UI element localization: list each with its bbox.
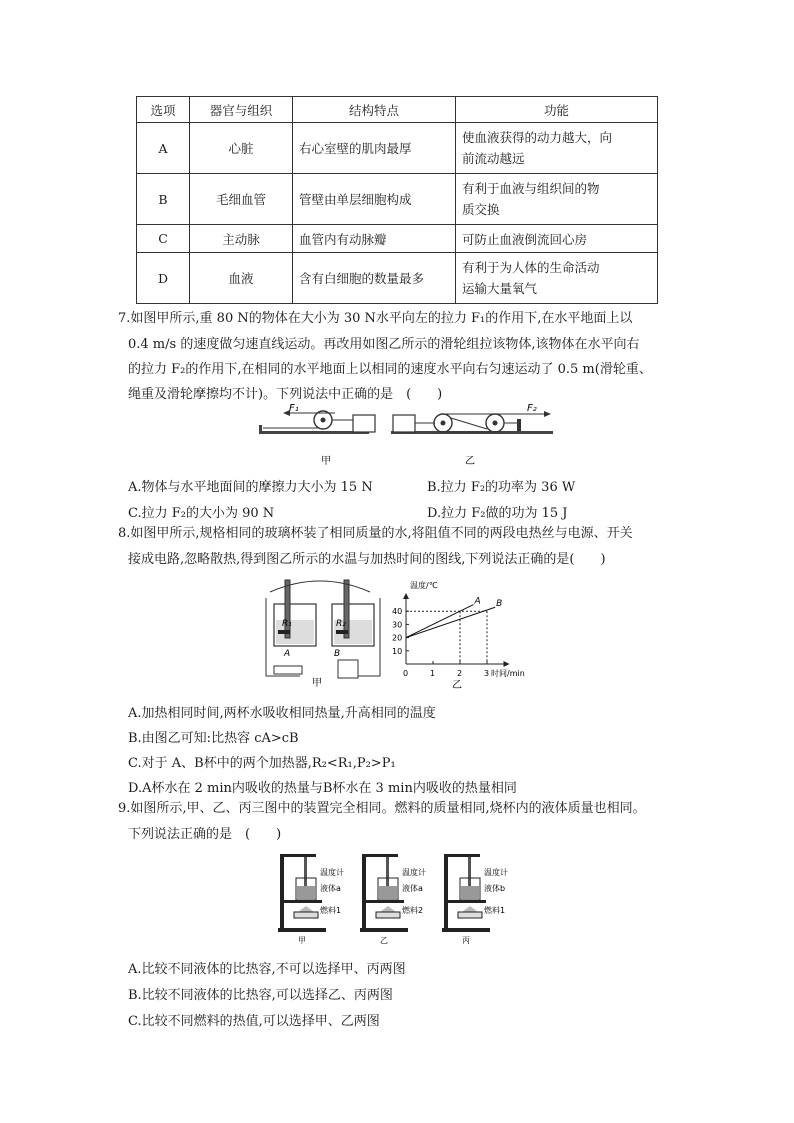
table-row [137,253,658,304]
flame-icon [462,906,478,912]
fuel-dish [376,912,400,918]
flame-icon [298,906,314,912]
cell-option: C [137,225,190,253]
q7-option-d: D.拉力 F₂做的功为 15 J [427,506,568,521]
header-structure: 结构特点 [293,97,456,123]
cell-function: 可防止血液倒流回心房 [456,225,658,253]
stand-base [442,928,490,932]
figure-caption: 乙 [380,936,388,945]
fuel-dish [458,912,482,918]
f2-label: F₂ [527,403,537,414]
a-label: A [284,649,291,659]
cell-structure: 含有白细胞的数量最多 [293,253,456,304]
liquid-label: 液体a [320,884,341,893]
series-line-A [406,605,474,638]
pulley-axle-icon [321,418,326,423]
function-line: 运输大量氧气 [462,281,538,296]
pulley-axle-icon [493,421,498,426]
function-line: 有利于血液与组织间的物 [462,181,600,196]
q9-stem-line: 9.如图所示,甲、乙、丙三图中的装置完全相同。燃料的质量相同,烧杯内的液体质量也相同。 [118,801,646,816]
x-axis-label: 时间/min [491,669,525,678]
q7-stem-line: 7.如图甲所示,重 80 N的物体在大小为 30 N水平向左的拉力 F₁的作用下,在水平地面上以 [118,311,633,326]
q7-stem-line: 的拉力 F₂的作用下,在相同的水平地面上以相同的速度水平向右匀速运动了 0.5 m(滑轮重、 [128,362,652,377]
x-tick-label: 0 [403,669,409,678]
table-row [137,225,658,253]
y-tick-label: 30 [392,620,403,630]
y-axis-label: 温度/℃ [410,581,438,590]
fuel-label: 燃料2 [402,906,424,915]
y-tick-label: 40 [392,607,403,617]
function-line: 前流动越远 [462,151,525,166]
figure-jia [259,403,375,467]
apparatus-jia [278,854,344,945]
fuel-label: 燃料1 [320,906,342,915]
fuel-dish [294,912,318,918]
stand-arm [362,854,398,857]
cell-structure: 管壁由单层细胞构成 [293,174,456,225]
flame-icon [380,906,396,912]
table-row [137,174,658,225]
stand-base [278,928,326,932]
thermometer-label: 温度计 [320,868,344,877]
cell-organ: 毛细血管 [190,174,293,225]
wall-icon [259,425,262,433]
b-label: B [334,649,341,659]
y-tick-label: 20 [392,633,403,643]
stand-arm [444,854,480,857]
q9-stem-line: 下列说法正确的是 ( ) [128,827,282,842]
chart-marks [406,597,502,664]
cell-organ: 主动脉 [190,225,293,253]
block-object [353,415,375,432]
figure-caption: 甲 [298,936,306,945]
cell-organ: 心脏 [190,123,293,174]
header-function: 功能 [456,97,658,123]
stand-arm [280,854,316,857]
table-header-row [137,97,658,123]
thermometer-label: 温度计 [402,868,426,877]
thermometer-icon [285,580,290,638]
q8-stem-line: 接成电路,忽略散热,得到图乙所示的水温与加热时间的图线,下列说法正确的是( ) [128,552,606,567]
jia-caption: 甲 [321,456,331,467]
q8-circuit-figure [260,578,385,690]
q9-option-b: B.比较不同液体的比热容,可以选择乙、丙两图 [128,988,393,1003]
series-label-A: A [474,596,481,607]
cell-option: A [137,123,190,174]
q8-option-d: D.A杯水在 2 min内吸收的热量与B杯水在 3 min内吸收的热量相同 [128,781,517,796]
apparatus-yi [360,854,426,945]
anchor-icon [517,419,521,431]
pulley-axle-icon [441,421,446,426]
q7-stem-line: 绳重及滑轮摩擦均不计)。下列说法中正确的是 ( ) [128,387,443,402]
x-axis-arrow-icon [504,661,510,667]
cell-option: B [137,174,190,225]
heater-r1 [278,630,290,634]
q7-option-c: C.拉力 F₂的大小为 90 N [128,506,275,521]
temperature-time-chart [388,576,538,690]
apparatus-bing [442,854,508,945]
thermometer-label: 温度计 [484,868,508,877]
heater-r2 [336,630,348,634]
q9-option-c: C.比较不同燃料的热值,可以选择甲、乙两图 [128,1014,380,1029]
y-axis-arrow-icon [403,593,409,599]
liquid-fill [379,886,397,899]
cell-function [456,253,658,304]
function-line: 质交换 [462,202,500,217]
f1-label: F₁ [289,403,299,414]
x-tick-label: 2 [457,669,463,678]
q8-stem-line: 8.如图甲所示,规格相同的玻璃杯装了相同质量的水,将阻值不同的两段电热丝与电源、开关 [118,526,633,541]
y-tick-label: 10 [392,646,403,656]
function-line: 使血液获得的动力越大，向 [462,130,613,145]
battery-icon [338,660,358,678]
chart-caption: 乙 [452,680,462,690]
series-label-B: B [496,599,503,610]
stand-rod [280,854,284,928]
cell-option: D [137,253,190,304]
r2-label: R₂ [336,619,346,629]
figure-caption: 丙 [462,936,470,945]
thermometer-icon [344,580,349,638]
cell-structure: 右心室壁的肌肉最厚 [293,123,456,174]
stand-rod [362,854,366,928]
q8-option-b: B.由图乙可知:比热容 cA>cB [128,731,299,746]
r1-label: R₁ [282,619,292,629]
q7-figure-pulleys [255,401,555,469]
chart-axes [392,580,525,678]
q9-apparatus-figure [276,850,524,946]
liquid-label: 液体a [402,884,423,893]
liquid-fill [461,886,479,899]
q7-stem-line: 0.4 m/s 的速度做匀速直线运动。再改用如图乙所示的滑轮组拉该物体,该物体在水平向右 [128,337,640,352]
liquid-fill [297,886,315,899]
stand-rod [444,854,448,928]
yi-caption: 乙 [465,456,475,467]
q7-option-b: B.拉力 F₂的功率为 36 W [427,480,576,495]
q9-option-a: A.比较不同液体的比热容,不可以选择甲、丙两图 [128,962,406,977]
q8-option-c: C.对于 A、B杯中的两个加热器,R₂<R₁,P₂>P₁ [128,756,396,771]
stand-base [360,928,408,932]
cell-function [456,123,658,174]
jia-caption: 甲 [312,678,322,689]
liquid-label: 液体b [484,884,506,893]
cell-organ: 血液 [190,253,293,304]
block-object [393,415,415,432]
rope-line [451,418,487,429]
x-tick-label: 3 [484,669,490,678]
q7-option-a: A.物体与水平地面间的摩擦力大小为 15 N [128,480,373,495]
table-row [137,123,658,174]
cell-function [456,174,658,225]
header-option: 选项 [137,97,190,123]
figure-yi [391,403,553,467]
arrow-right-icon [544,411,551,417]
function-line: 有利于为人体的生命活动 [462,260,600,275]
q8-option-a: A.加热相同时间,两杯水吸收相同热量,升高相同的温度 [128,706,436,721]
organ-table [136,96,658,304]
switch-icon [274,666,302,674]
cell-structure: 血管内有动脉瓣 [293,225,456,253]
fuel-label: 燃料1 [484,906,506,915]
header-organ: 器官与组织 [190,97,293,123]
x-tick-label: 1 [430,669,436,678]
series-line-B [406,607,495,637]
